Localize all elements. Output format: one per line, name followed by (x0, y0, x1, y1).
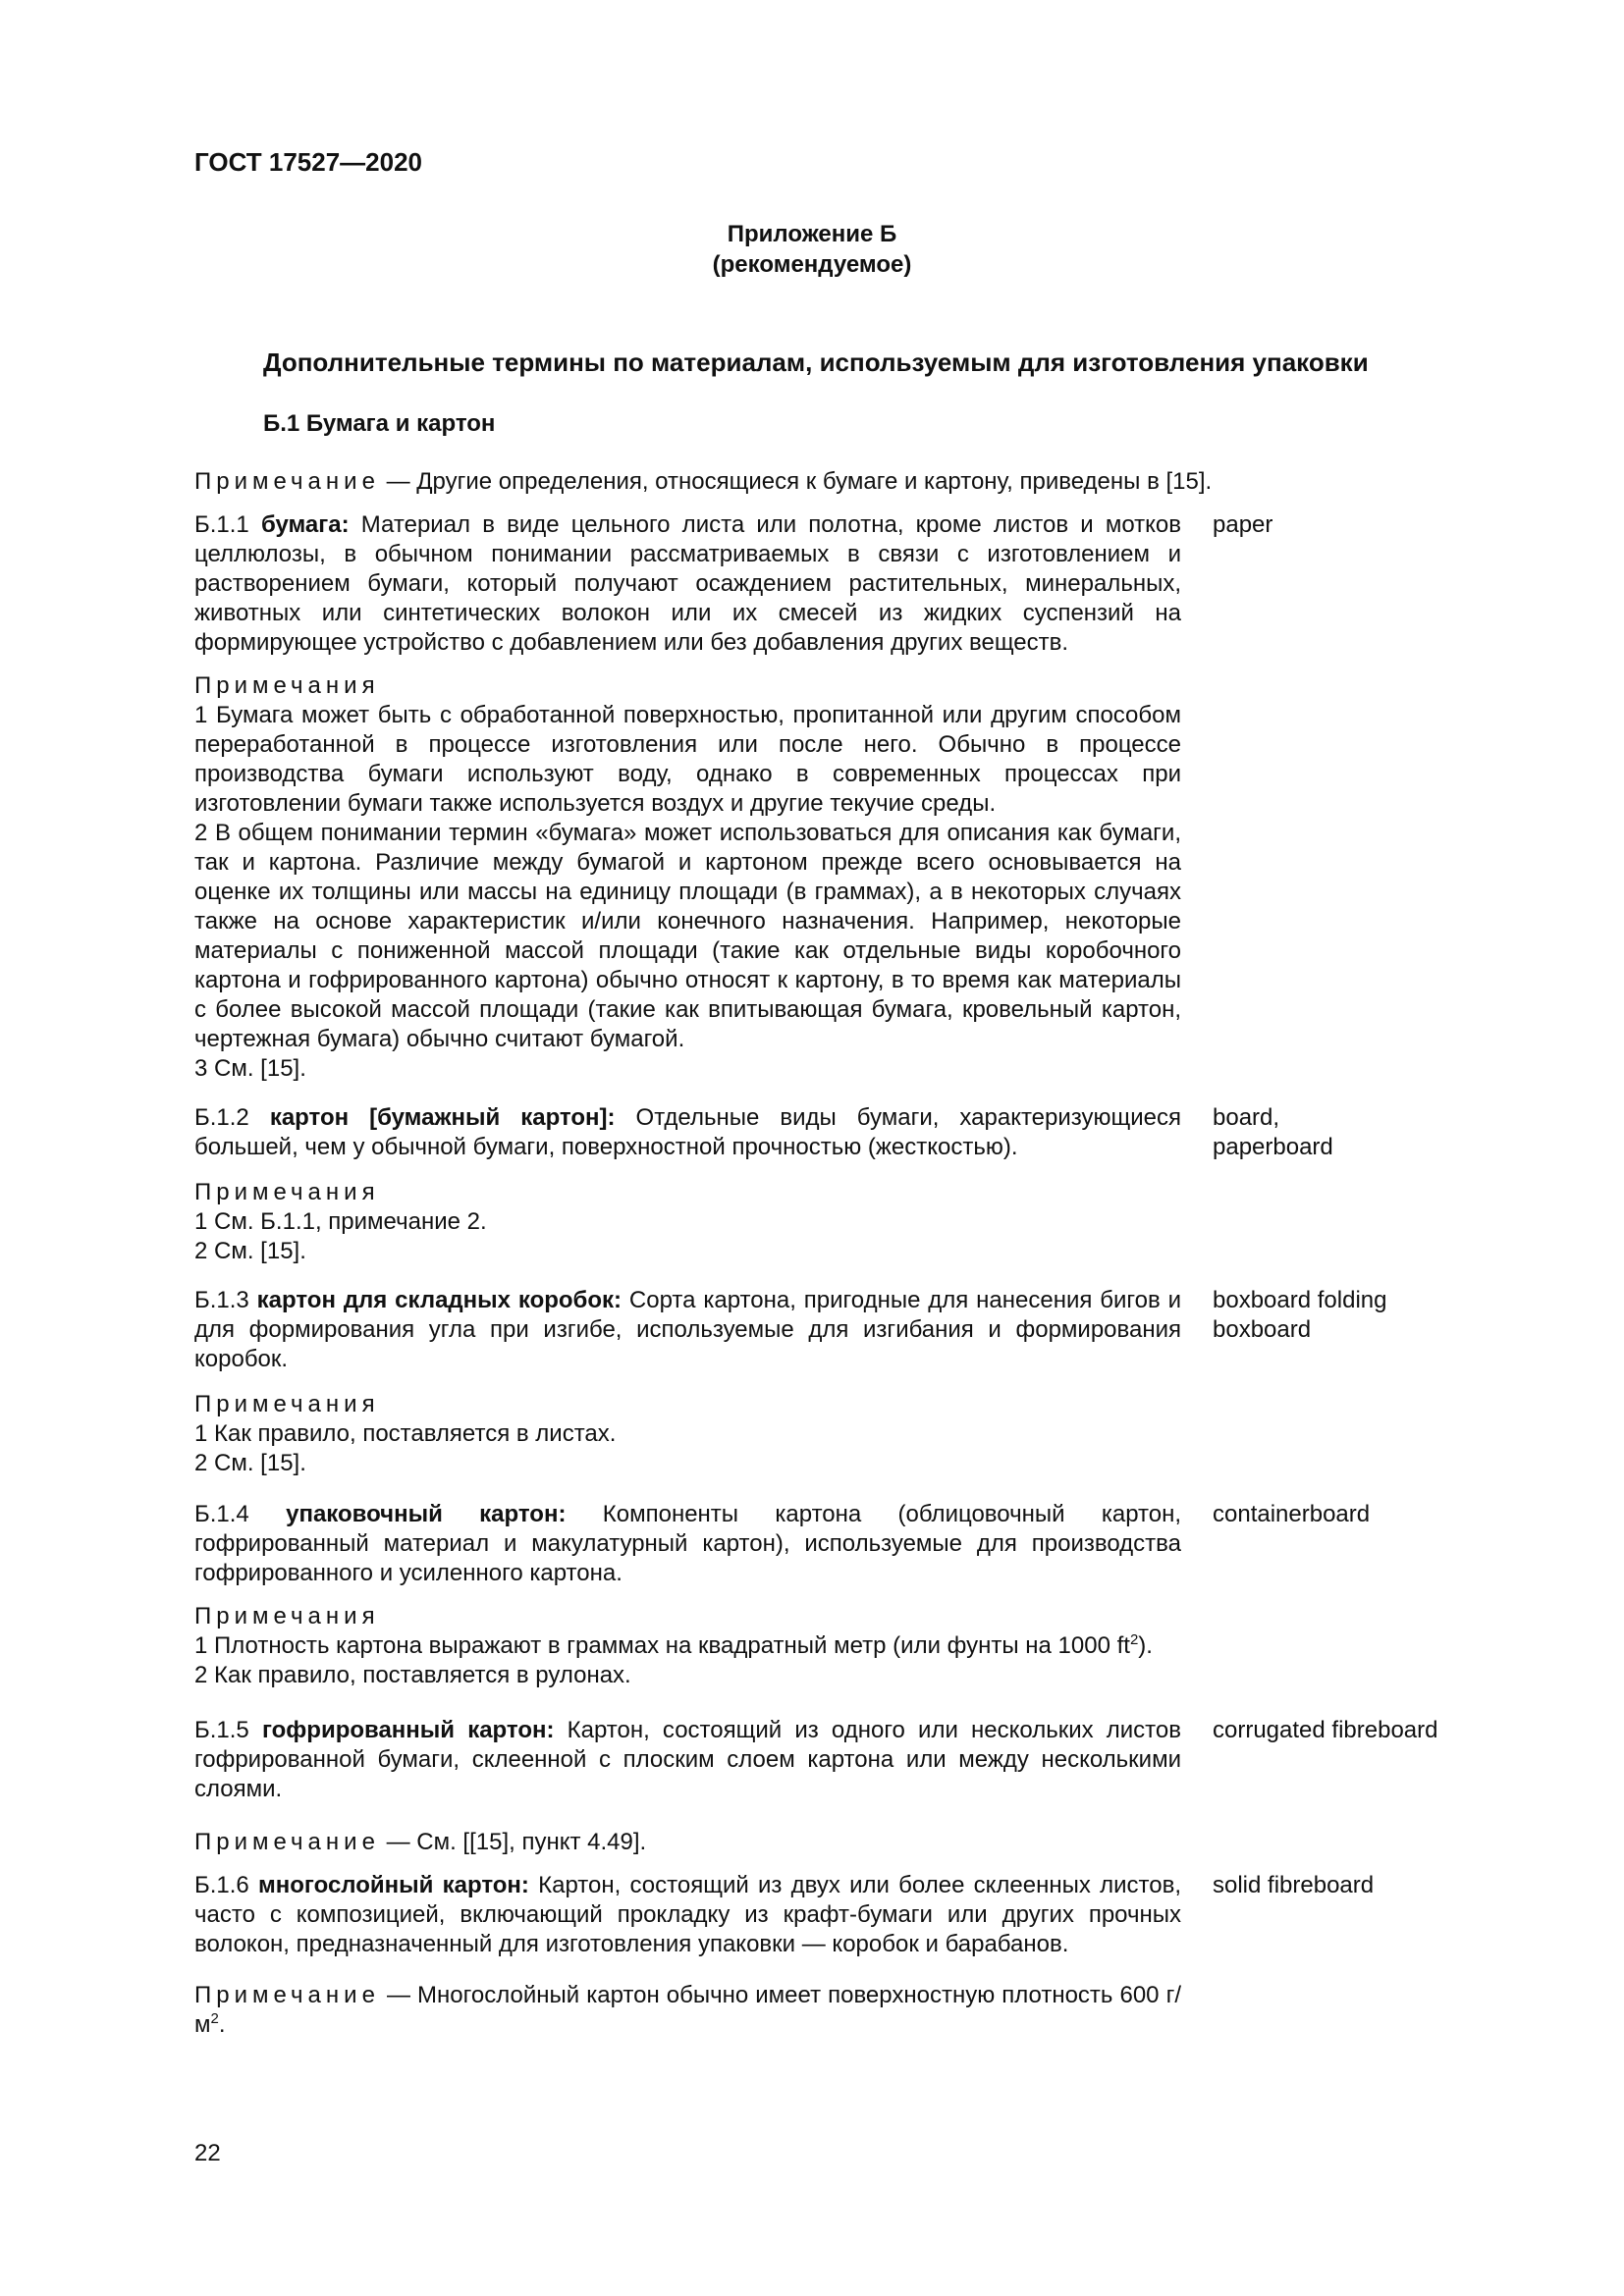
note-item: 2 См. [15]. (194, 1238, 306, 1264)
term-definition: Сорта картона, пригодные для нанесения бигов и для формирования угла при изгибе, используемые для изгибания и формирования коробок. (194, 1287, 1181, 1372)
note-label: Примечание (194, 1982, 380, 2008)
note-text: — См. [[15], пункт 4.49]. (386, 1829, 647, 1855)
term-number: Б.1.6 (194, 1872, 249, 1898)
term-entry (194, 510, 1181, 658)
term-name: многослойный картон: (258, 1872, 529, 1898)
term-name: бумага: (260, 511, 350, 538)
note-superscript: 2 (210, 2010, 219, 2027)
appendix-heading: Дополнительные термины по материалам, используемым для изготовления упаковки (263, 347, 1369, 377)
note-text: — Многослойный картон обычно имеет поверхностную плотность 600 г/м (194, 1982, 1181, 2038)
term-english: corrugated fibreboard (1213, 1717, 1438, 1743)
term-definition: Компоненты картона (облицовочный картон, гофрированный материал и макулатурный картон), используемые для производства гофрированного и усиленного картона. (194, 1501, 1182, 1586)
note-superscript: 2 (1129, 1631, 1139, 1648)
notes-label: Примечания (194, 1179, 380, 1205)
term-english: solid fibreboard (1213, 1872, 1375, 1898)
section-title: Б.1 Бумага и картон (263, 410, 496, 437)
term-name: картон [бумажный картон]: (269, 1104, 616, 1131)
note-label: Примечание (194, 468, 380, 495)
note-item: 1 Как правило, поставляется в листах. (194, 1420, 617, 1447)
term-entry (194, 1871, 1181, 1959)
term-notes (194, 1602, 1181, 1690)
term-name: упаковочный картон: (286, 1501, 567, 1527)
term-definition: Картон, состоящий из одного или нескольких листов гофрированной бумаги, склеенной с плоским слоем картона или между несколькими слоями. (194, 1717, 1181, 1802)
note-text: — Другие определения, относящиеся к бумаге и картону, приведены в [15]. (386, 468, 1213, 495)
term-english (1213, 1103, 1468, 1162)
term-name: картон для складных коробок: (256, 1287, 623, 1313)
note-item: 2 В общем понимании термин «бумага» может использоваться для описания как бумаги, так и картона. Различие между бумагой и картоном прежде всего основывается на оценке их толщины или массы на единицу площади (в граммах), а в некоторых случаях также на основе характеристик и/или конечного назначения. Например, некоторые материалы с пониженной массой площади (такие как отдельные виды коробочного картона и гофрированного картона) обычно относят к картону, в то время как материалы с более высокой массой площади (такие как впитывающая бумага, кровельный картон, чертежная бумага) обычно считают бумагой. (194, 820, 1181, 1052)
term-number: Б.1.4 (194, 1501, 249, 1527)
term-notes (194, 1178, 1181, 1266)
notes-label: Примечания (194, 672, 380, 699)
term-entry (194, 1500, 1181, 1588)
term-number: Б.1.5 (194, 1717, 249, 1743)
term-entry (194, 1716, 1181, 1804)
term-definition: Картон, состоящий из двух или более склеенных листов, часто с композицией, включающий прокладку из крафт-бумаги или других прочных волокон, предназначенный для изготовления упаковки — коробок и барабанов. (194, 1872, 1182, 1957)
note-text: 1 Плотность картона выражают в граммах на квадратный метр (или фунты на 1000 ft (194, 1632, 1130, 1659)
note-item: 1 См. Б.1.1, примечание 2. (194, 1208, 487, 1235)
term-number: Б.1.2 (194, 1104, 249, 1131)
document-id: ГОСТ 17527—2020 (194, 147, 422, 177)
term-name: гофрированный картон: (261, 1717, 555, 1743)
term-entry (194, 1286, 1181, 1374)
section-note (194, 467, 1294, 497)
term-english-line: paperboard (1213, 1134, 1333, 1160)
term-english-line: boxboard folding (1213, 1287, 1387, 1313)
term-number: Б.1.3 (194, 1287, 249, 1313)
note-text-end: ). (1138, 1632, 1153, 1659)
term-english (1213, 1286, 1468, 1345)
term-note (194, 1981, 1181, 2040)
term-english: containerboard (1213, 1501, 1371, 1527)
note-text-end: . (218, 2011, 226, 2038)
term-notes (194, 1390, 1181, 1478)
note-item: 2 См. [15]. (194, 1450, 306, 1476)
note-item: 2 Как правило, поставляется в рулонах. (194, 1662, 631, 1688)
notes-label: Примечания (194, 1603, 380, 1629)
term-note (194, 1828, 1181, 1857)
term-english-line: board, (1213, 1104, 1280, 1131)
page-number: 22 (194, 2140, 221, 2166)
appendix-status: (рекомендуемое) (712, 251, 912, 278)
term-english: paper (1213, 511, 1273, 538)
term-definition: Отдельные виды бумаги, характеризующиеся большей, чем у обычной бумаги, поверхностной прочностью (жесткостью). (194, 1104, 1182, 1160)
term-definition: Материал в виде цельного листа или полотна, кроме листов и мотков целлюлозы, в обычном понимании рассматриваемых в связи с изготовлением и растворением бумаги, который получают осаждением растительных, минеральных, животных или синтетических волокон или их смесей из жидких суспензий на формирующее устройство с добавлением или без добавления других веществ. (194, 511, 1182, 656)
term-number: Б.1.1 (194, 511, 249, 538)
notes-label: Примечания (194, 1391, 380, 1417)
note-item: 1 Бумага может быть с обработанной поверхностью, пропитанной или другим способом переработанной в процессе изготовления или после него. Обычно в процессе производства бумаги используют воду, однако в современных процессах при изготовлении бумаги также используется воздух и другие текучие среды. (194, 702, 1181, 817)
note-item (194, 1631, 1181, 1661)
appendix-title: Приложение Б (727, 221, 897, 247)
note-item: 3 См. [15]. (194, 1055, 306, 1082)
term-entry (194, 1103, 1181, 1162)
term-english-line: boxboard (1213, 1316, 1312, 1343)
note-label: Примечание (194, 1829, 380, 1855)
term-notes (194, 671, 1181, 1084)
